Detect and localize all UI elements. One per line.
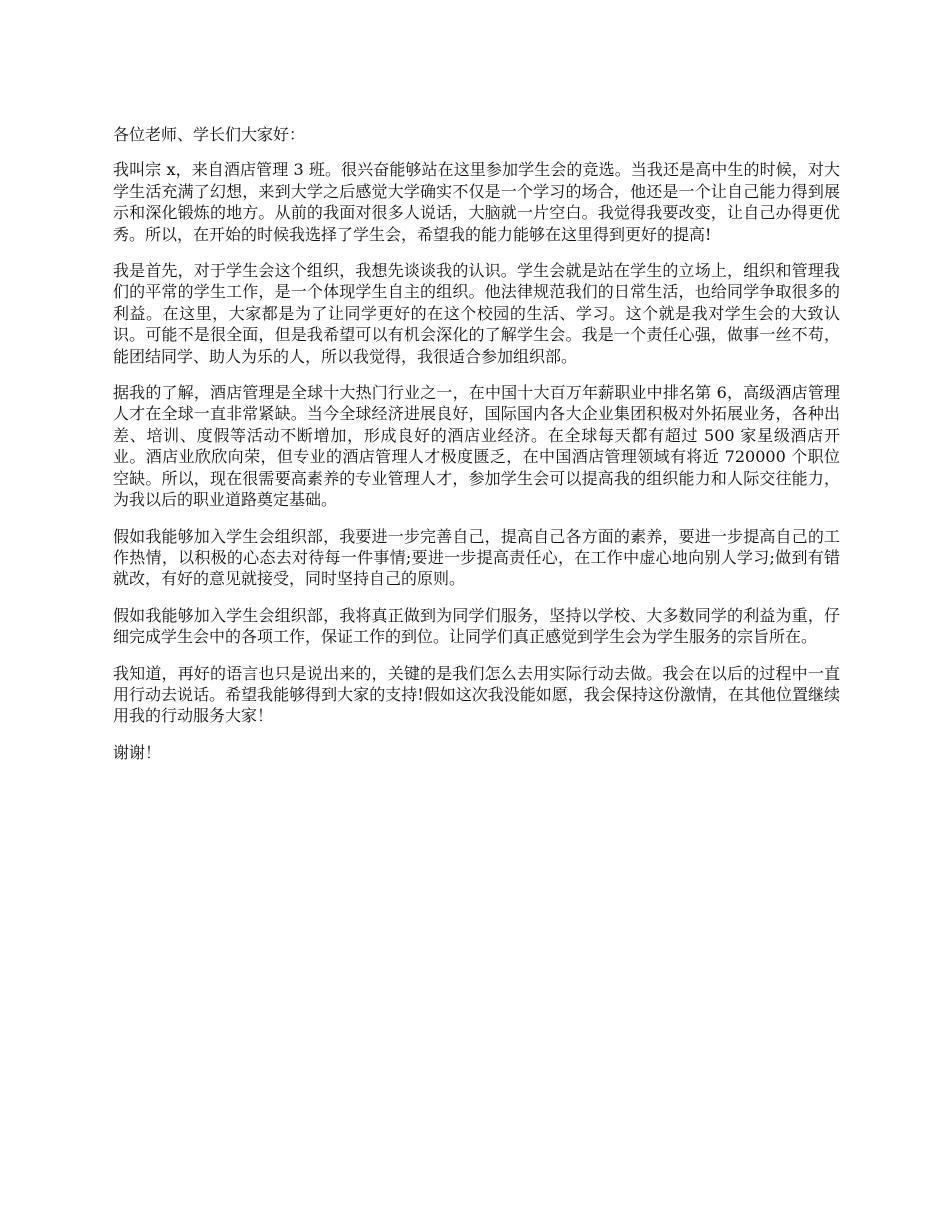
paragraph-student-union: 我是首先，对于学生会这个组织，我想先谈谈我的认识。学生会就是站在学生的立场上，组织和管理我们的平常的学生工作，是一个体现学生自主的组织。他法律规范我们的日常生活，也给同学争取很多的利益。在这里，大家都是为了让同学更好的在这个校园的生活、学习。这个就是我对学生会的大致认识。可能不是很全面，但是我希望可以有机会深化的了解学生会。我是一个责任心强，做事一丝不苟，能团结同学、助人为乐的人，所以我觉得，我很适合参加组织部。 [113, 261, 840, 366]
paragraph-service: 假如我能够加入学生会组织部，我将真正做到为同学们服务，坚持以学校、大多数同学的利益为重，仔细完成学生会中的各项工作，保证工作的到位。让同学们真正感觉到学生会为学生服务的宗旨所在。 [113, 605, 840, 647]
closing: 谢谢！ [113, 742, 162, 762]
document-body [113, 124, 840, 778]
paragraph-action: 我知道，再好的语言也只是说出来的，关键的是我们怎么去用实际行动去做。我会在以后的过程中一直用行动去说话。希望我能够得到大家的支持!假如这次我没能如愿，我会保持这份激情，在其他位置继续用我的行动服务大家！ [113, 663, 840, 726]
paragraph-self-improvement: 假如我能够加入学生会组织部，我要进一步完善自己，提高自己各方面的素养，要进一步提高自己的工作热情，以积极的心态去对待每一件事情;要进一步提高责任心，在工作中虚心地向别人学习;做到有错就改，有好的意见就接受，同时坚持自己的原则。 [113, 526, 840, 589]
paragraph-hotel-management: 据我的了解，酒店管理是全球十大热门行业之一，在中国十大百万年薪职业中排名第 6，高级酒店管理人才在全球一直非常紧缺。当今全球经济进展良好，国际国内各大企业集团积极对外拓展业务，各种出差、培训、度假等活动不断增加，形成良好的酒店业经济。在全球每天都有超过 500 家星级酒店开业。酒店业欣欣向荣，但专业的酒店管理人才极度匮乏，在中国酒店管理领域有将近 720000 个职位空缺。所以，现在很需要高素养的专业管理人才，参加学生会可以提高我的组织能力和人际交往能力，为我以后的职业道路奠定基础。 [113, 383, 840, 510]
paragraph-intro: 我叫宗 x，来自酒店管理 3 班。很兴奋能够站在这里参加学生会的竞选。当我还是高中生的时候，对大学生活充满了幻想，来到大学之后感觉大学确实不仅是一个学习的场合，他还是一个让自己能力得到展示和深化锻炼的地方。从前的我面对很多人说话，大脑就一片空白。我觉得我要改变，让自己办得更优秀。所以，在开始的时候我选择了学生会，希望我的能力能够在这里得到更好的提高! [113, 160, 840, 244]
greeting: 各位老师、学长们大家好： [113, 125, 306, 144]
